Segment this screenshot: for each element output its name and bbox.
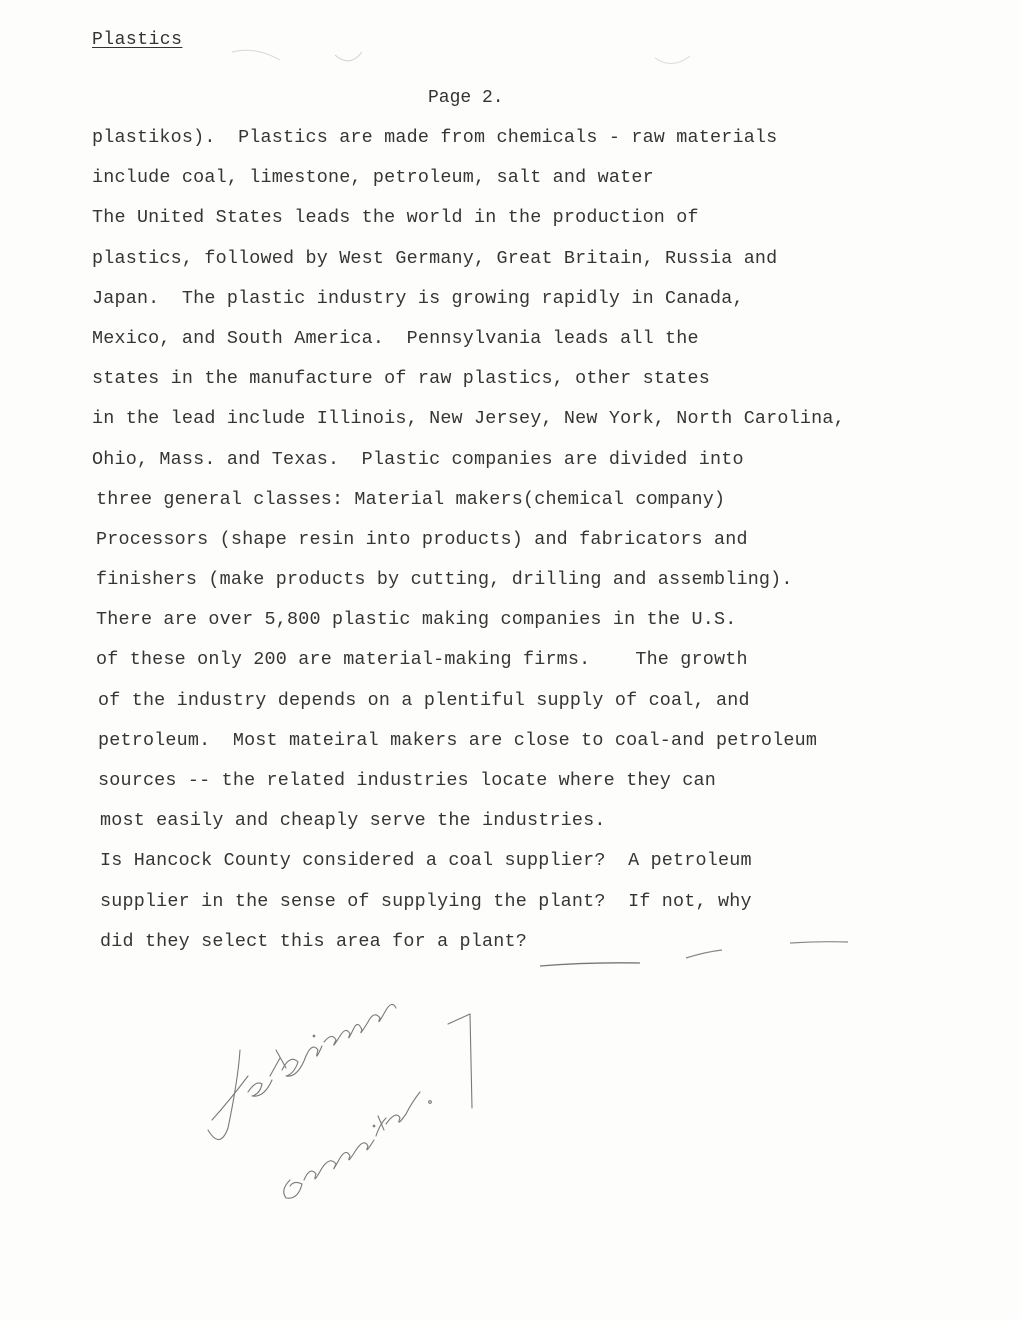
text-line: states in the manufacture of raw plastics, other states	[92, 368, 710, 390]
text-line: Japan. The plastic industry is growing rapidly in Canada,	[92, 287, 744, 309]
text-line: petroleum. Most mateiral makers are close to coal-and petroleum	[98, 729, 818, 751]
text-line: of these only 200 are material-making firms. The growth	[96, 649, 748, 671]
text-line: plastikos). Plastics are made from chemicals - raw materials	[92, 127, 778, 148]
text-line: include coal, limestone, petroleum, salt and water	[92, 167, 654, 189]
document-heading: Plastics	[92, 30, 183, 50]
text-line: sources -- the related industries locate where they can	[98, 770, 716, 791]
page-number: Page 2.	[428, 88, 504, 108]
text-line: Ohio, Mass. and Texas. Plastic companies are divided into	[92, 448, 744, 470]
text-line: finishers (make products by cutting, drilling and assembling).	[96, 569, 793, 591]
handwritten-note	[190, 980, 510, 1240]
text-line: supplier in the sense of supplying the plant? If not, why	[100, 890, 752, 912]
text-line: three general classes: Material makers(chemical company)	[96, 488, 726, 510]
text-line: of the industry depends on a plentiful supply of coal, and	[98, 689, 750, 711]
text-line: Mexico, and South America. Pennsylvania leads all the	[92, 327, 699, 349]
text-line: plastics, followed by West Germany, Great Britain, Russia and	[92, 247, 778, 269]
text-line: The United States leads the world in the production of	[92, 207, 699, 229]
text-line: There are over 5,800 plastic making companies in the U.S.	[96, 609, 737, 631]
text-line: most easily and cheaply serve the industries.	[100, 810, 606, 832]
text-line: did they select this area for a plant?	[100, 930, 527, 952]
text-line: Is Hancock County considered a coal supplier? A petroleum	[100, 850, 752, 872]
typed-body-text	[92, 122, 992, 966]
text-line: in the lead include Illinois, New Jersey, New York, North Carolina,	[92, 408, 845, 430]
text-line: Processors (shape resin into products) and fabricators and	[96, 528, 748, 550]
